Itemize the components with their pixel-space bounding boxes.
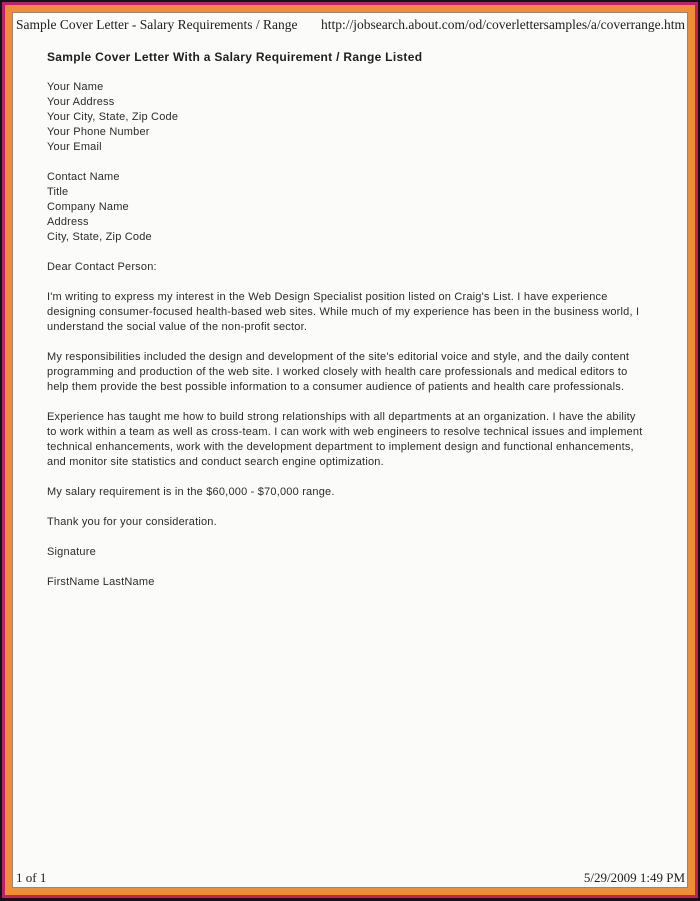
page-border-magenta [2,2,698,898]
header-document-title: Sample Cover Letter - Salary Requirements / Range [16,17,298,32]
paragraph-2 [47,350,677,395]
letter-heading: Sample Cover Letter With a Salary Requirement / Range Listed [47,50,423,64]
paragraph-3 [47,410,677,470]
salutation: Dear Contact Person: [47,261,157,273]
text-line: designing consumer-focused health-based web sites. While much of my experience has been in the business world, I [47,306,640,318]
recipient-line: Contact Name [47,171,120,183]
sender-line: Your Name [47,81,104,93]
print-header [13,13,687,33]
signature-label: Signature [47,546,96,558]
paragraph-1 [47,290,677,335]
text-line: to work within a team as well as cross-team. I can work with web engineers to resolve technical issues and implement [47,426,643,438]
footer-timestamp: 5/29/2009 1:49 PM [583,870,685,885]
closing-line: Thank you for your consideration. [47,516,217,528]
sender-line: Your City, State, Zip Code [47,111,179,123]
salary-requirement-line: My salary requirement is in the $60,000 - $70,000 range. [47,486,335,498]
page-border-orange [5,5,695,895]
sender-line: Your Phone Number [47,126,150,138]
recipient-line: Title [47,186,69,198]
sender-address-block [47,80,677,155]
text-line: Experience has taught me how to build strong relationships with all departments at an organization. I have the ability [47,411,636,423]
letter-body [13,33,687,870]
text-line: help them provide the best possible information to a consumer audience of patients and health care professionals. [47,381,625,393]
text-line: technical enhancements, work with the development department to implement design and functional enhancements, [47,441,634,453]
text-line: and monitor site statistics and conduct search engine optimization. [47,456,384,468]
recipient-line: Company Name [47,201,129,213]
recipient-address-block [47,170,677,245]
footer-page-count: 1 of 1 [16,870,47,885]
signature-name: FirstName LastName [47,576,155,588]
text-line: My responsibilities included the design and development of the site's editorial voice and style, and the daily content [47,351,630,363]
recipient-line: Address [47,216,89,228]
printed-page [12,12,688,888]
header-url: http://jobsearch.about.com/od/coverlettersamples/a/coverrange.htm [321,17,685,32]
recipient-line: City, State, Zip Code [47,231,152,243]
sender-line: Your Email [47,141,102,153]
sender-line: Your Address [47,96,115,108]
text-line: I'm writing to express my interest in the Web Design Specialist position listed on Craig's List. I have experience [47,291,608,303]
text-line: programming and production of the web site. I worked closely with health care professionals and medical editors to [47,366,628,378]
print-footer [13,870,687,887]
text-line: understand the social value of the non-profit sector. [47,321,308,333]
